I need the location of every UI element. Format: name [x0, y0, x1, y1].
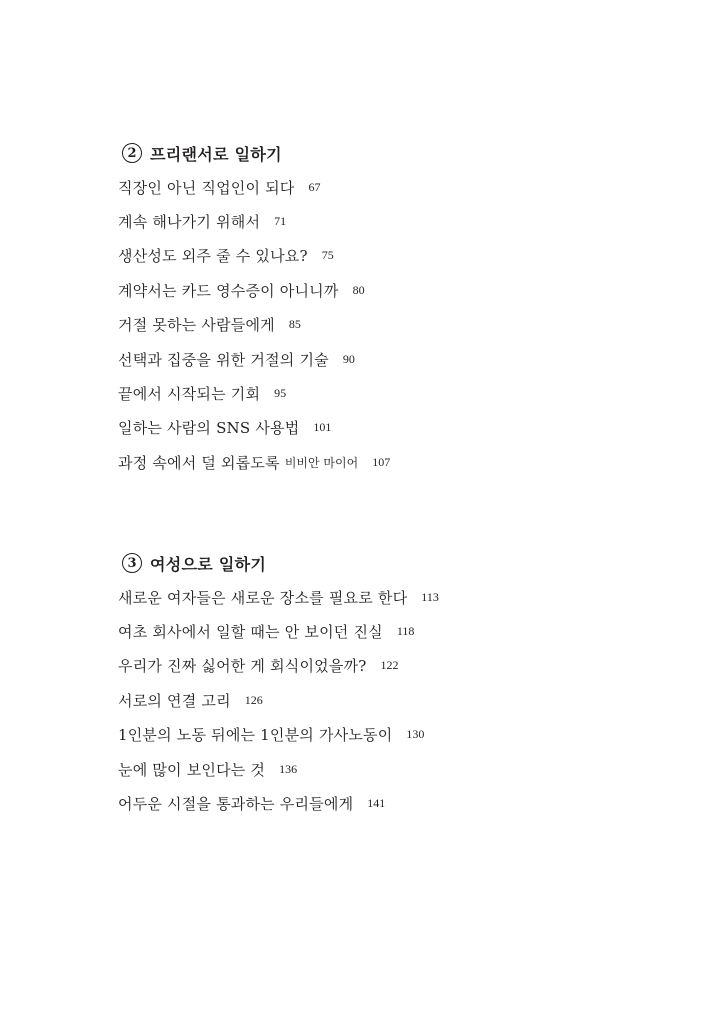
toc-entry-page-number: 75: [321, 248, 334, 263]
toc-entry-page-number: 71: [274, 214, 287, 229]
toc-entry-title: 눈에 많이 보인다는 것: [118, 760, 266, 779]
toc-entry[interactable]: [118, 239, 638, 273]
toc-entry-title: 계약서는 카드 영수증이 아니니까: [118, 281, 339, 300]
toc-entry-title: 서로의 연결 고리: [118, 691, 231, 710]
toc-entry[interactable]: [118, 683, 638, 717]
toc-entry[interactable]: [118, 342, 638, 376]
toc-entry-title: 우리가 진짜 싫어한 게 회식이었을까?: [118, 657, 367, 676]
toc-entry-page-number: 141: [367, 796, 386, 811]
toc-entry-title: 새로운 여자들은 새로운 장소를 필요로 한다: [118, 588, 408, 607]
toc-entry-page-number: 136: [279, 761, 298, 776]
toc-entry-page-number: 85: [288, 317, 301, 332]
toc-entry[interactable]: [118, 614, 638, 648]
toc-entry-page-number: 101: [313, 420, 332, 435]
toc-entry-title: 생산성도 외주 줄 수 있나요?: [118, 247, 308, 266]
toc-entry[interactable]: [118, 649, 638, 683]
toc-section-3: [118, 548, 638, 821]
toc-entry[interactable]: [118, 411, 638, 445]
toc-entry-page-number: 95: [274, 386, 287, 401]
toc-entry[interactable]: [118, 786, 638, 820]
toc-entry-page-number: 113: [421, 589, 439, 604]
toc-entry[interactable]: [118, 170, 638, 204]
toc-entry-page-number: 107: [372, 454, 391, 469]
section-heading: [118, 548, 638, 578]
toc-entry-page-number: 80: [352, 282, 365, 297]
toc-entry-page-number: 126: [244, 692, 263, 707]
toc-entry-title: 계속 해나가기 위해서: [118, 213, 261, 232]
toc-entry-title: 선택과 집중을 위한 거절의 기술: [118, 350, 329, 369]
section-title: 프리랜서로 일하기: [150, 144, 282, 164]
toc-entry-title: 어두운 시절을 통과하는 우리들에게: [118, 795, 354, 814]
toc-entry-page-number: 130: [406, 727, 425, 742]
toc-entry[interactable]: [118, 204, 638, 238]
section-title: 여성으로 일하기: [150, 554, 267, 574]
toc-entry-page-number: 67: [308, 179, 321, 194]
toc-entry-title: 거절 못하는 사람들에게: [118, 316, 275, 335]
toc-entry-title: 과정 속에서 덜 외롭도록: [118, 453, 280, 472]
toc-entry-page-number: 122: [380, 658, 399, 673]
toc-section-2: [118, 138, 638, 480]
toc-entry-title: 끝에서 시작되는 기회: [118, 385, 261, 404]
toc-entry-page-number: 90: [342, 351, 355, 366]
toc-entry-title: 1인분의 노동 뒤에는 1인분의 가사노동이: [118, 726, 393, 745]
section-number-badge: 2: [122, 143, 142, 163]
toc-entry[interactable]: [118, 308, 638, 342]
toc-entry[interactable]: [118, 580, 638, 614]
section-heading: [118, 138, 638, 168]
section-number-badge: 3: [122, 553, 142, 573]
toc-entry[interactable]: [118, 273, 638, 307]
toc-entry-title: 여초 회사에서 일할 때는 안 보이던 진실: [118, 623, 383, 642]
toc-entry-title: 일하는 사람의 SNS 사용법: [118, 419, 300, 438]
toc-entry-page-number: 118: [396, 624, 415, 639]
toc-entry[interactable]: [118, 445, 638, 479]
toc-entry-subtitle: 비비안 마이어: [284, 455, 359, 470]
toc-entry-title: 직장인 아닌 직업인이 되다: [118, 178, 295, 197]
toc-entry[interactable]: [118, 376, 638, 410]
toc-entry[interactable]: [118, 718, 638, 752]
toc-entry[interactable]: [118, 752, 638, 786]
